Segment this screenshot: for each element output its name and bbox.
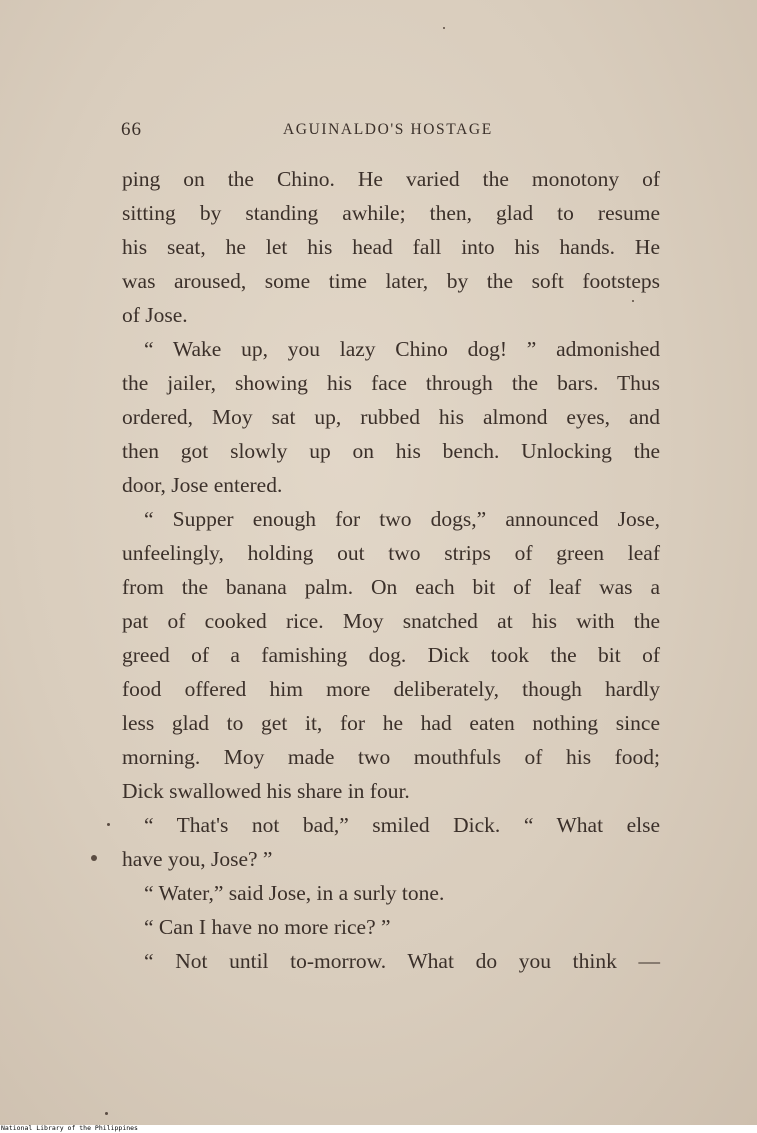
text-line: “ Can I have no more rice? ” (144, 915, 391, 939)
text-line: “ Wake up, you lazy Chino dog! ” admonished (144, 337, 660, 361)
text-line: less glad to get it, for he had eaten nothing since (122, 711, 660, 735)
page-number: 66 (121, 119, 142, 140)
library-credit: National Library of the Philippines (1, 1124, 138, 1132)
text-line: “ Not until to-morrow. What do you think — (144, 949, 660, 973)
text-line: the jailer, showing his face through the bars. Thus (122, 371, 660, 395)
text-line: then got slowly up on his bench. Unlocking the (122, 439, 660, 463)
text-line: “ Water,” said Jose, in a surly tone. (144, 881, 445, 905)
text-line: ping on the Chino. He varied the monotony of (122, 167, 660, 191)
text-line: from the banana palm. On each bit of leaf was a (122, 575, 660, 599)
running-title: AGUINALDO'S HOSTAGE (283, 121, 493, 138)
ink-speck (443, 27, 445, 29)
text-line: door, Jose entered. (122, 473, 283, 497)
text-line: unfeelingly, holding out two strips of green leaf (122, 541, 660, 565)
text-line: morning. Moy made two mouthfuls of his food; (122, 745, 660, 769)
footer-bar (0, 1125, 757, 1133)
text-line: greed of a famishing dog. Dick took the bit of (122, 643, 660, 667)
ink-speck (107, 823, 110, 826)
text-line: ordered, Moy sat up, rubbed his almond eyes, and (122, 405, 660, 429)
text-line: was aroused, some time later, by the soft footsteps (122, 269, 660, 293)
ink-speck (105, 1112, 108, 1115)
ink-speck (91, 855, 97, 861)
text-line: food offered him more deliberately, though hardly (122, 677, 660, 701)
text-line: have you, Jose? ” (122, 847, 273, 871)
text-line: “ That's not bad,” smiled Dick. “ What else (144, 813, 660, 837)
text-line: Dick swallowed his share in four. (122, 779, 410, 803)
text-line: “ Supper enough for two dogs,” announced Jose, (144, 507, 660, 531)
body-text (122, 162, 660, 978)
text-line: pat of cooked rice. Moy snatched at his with the (122, 609, 660, 633)
text-line: his seat, he let his head fall into his hands. He (122, 235, 660, 259)
page-header (121, 119, 661, 143)
text-line: of Jose. (122, 303, 188, 327)
text-line: sitting by standing awhile; then, glad to resume (122, 201, 660, 225)
